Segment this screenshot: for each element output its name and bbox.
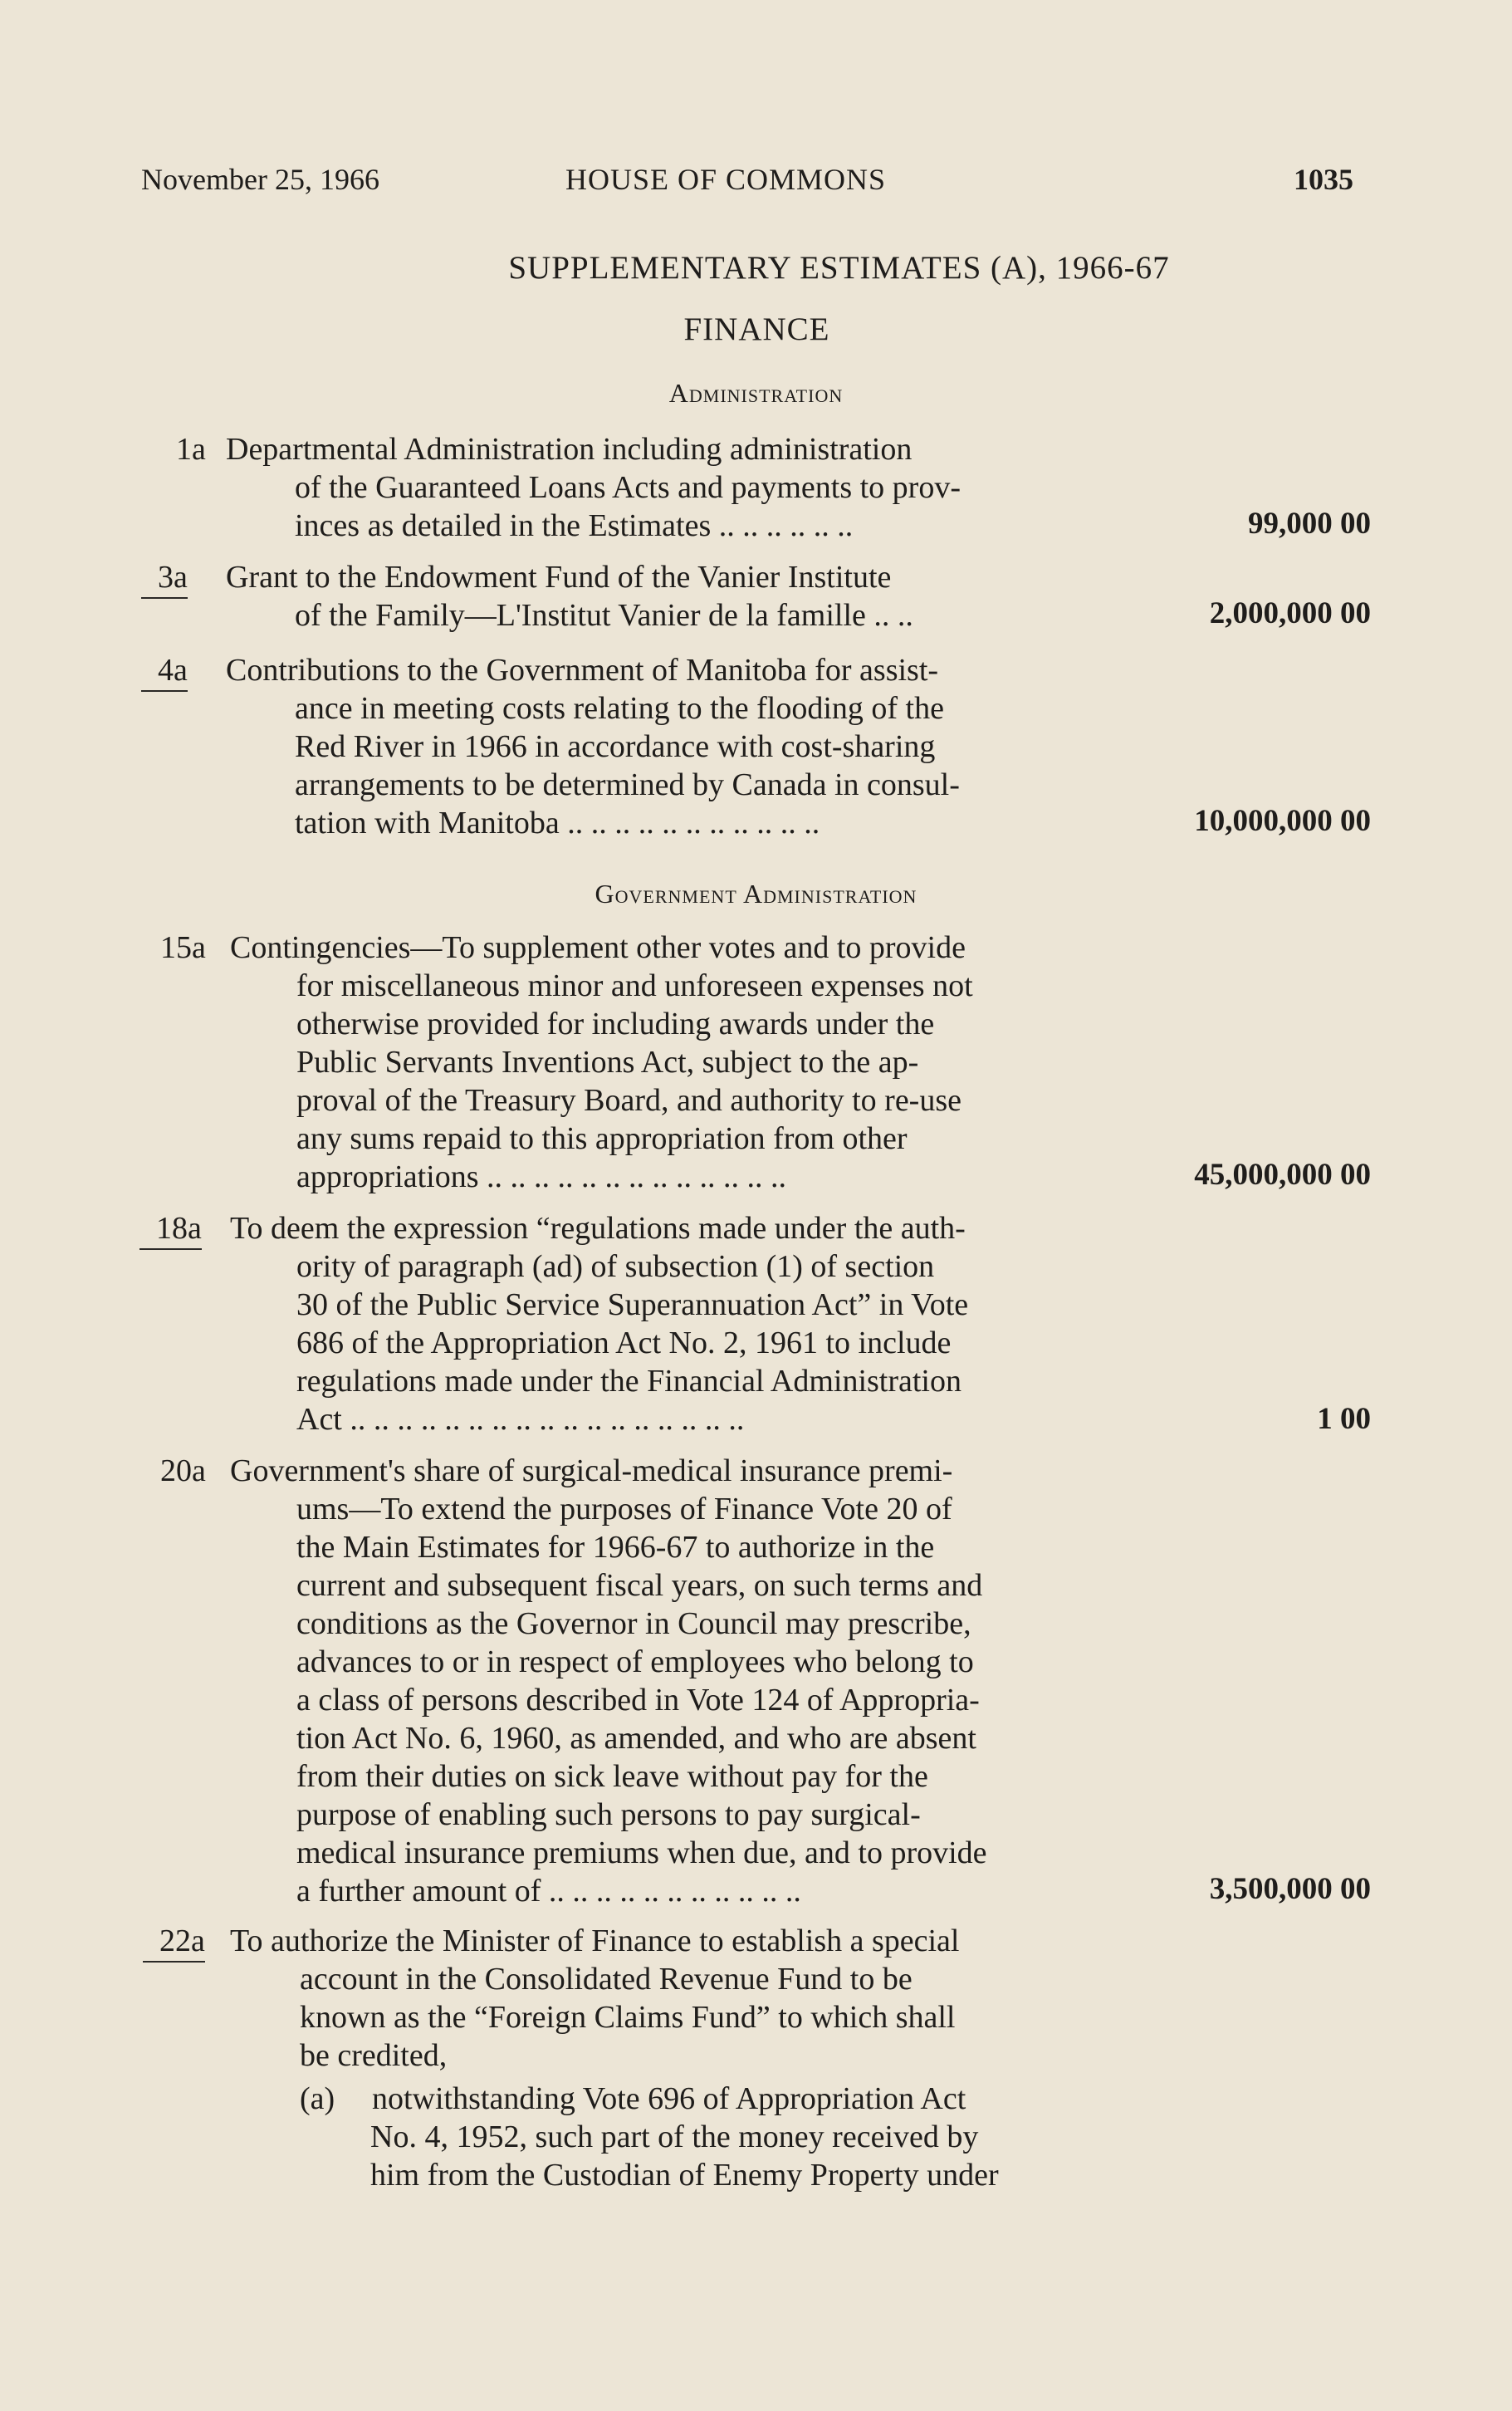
estimates-heading: SUPPLEMENTARY ESTIMATES (A), 1966-67 xyxy=(508,250,1170,286)
vote-amount: 3,500,000 00 xyxy=(1209,1872,1371,1906)
vote-amount: 1 00 xyxy=(1317,1402,1371,1436)
vote-description-cont: for miscellaneous minor and unforeseen expenses not otherwise provided for including awards under the Public Servants Inventions Act, subject to the ap- proval of the Treasury Board, and authority to re-use any sums repaid to this appropriation from other appropriations .. .. .. .. .. .. .. .. .. .. .. .. .. xyxy=(296,968,973,1194)
vote-description: To authorize the Minister of Finance to establish a special xyxy=(230,1923,960,1958)
vote-description: Contingencies—To supplement other votes and to provide xyxy=(230,930,966,965)
vote-description-cont: ority of paragraph (ad) of subsection (1) of section 30 of the Public Service Superannuation Act” in Vote 686 of the Appropriation Act No. 2, 1961 to include regulations made under the Financial Administration Act .. .. .. .. .. .. .. .. .. .. .. .. .. .. .. .. .. xyxy=(296,1249,969,1437)
page-number: 1035 xyxy=(1294,163,1353,196)
vote-number: 1a xyxy=(176,432,206,467)
header-title: HOUSE OF COMMONS xyxy=(565,163,887,196)
vote-number: 3a xyxy=(141,558,188,599)
vote-description: Grant to the Endowment Fund of the Vanier Institute xyxy=(226,560,892,595)
vote-description: Departmental Administration including administration xyxy=(226,432,913,467)
vote-description-cont: ums—To extend the purposes of Finance Vote 20 of the Main Estimates for 1966-67 to authorize in the current and subsequent fiscal years, on such terms and conditions as the Governor in Council may prescribe, advances to or in respect of employees who belong to a class of persons described in Vote 124 of Appropria- tion Act No. 6, 1960, as amended, and who are absent from their duties on sick leave without pay for the purpose of enabling such persons to pay surgical- medical insurance premiums when due, and to provide a further amount of .. .. .. .. .. .. .. .. .. .. .. xyxy=(296,1492,987,1909)
vote-description-cont: ance in meeting costs relating to the flooding of the Red River in 1966 in accordance with cost-sharing arrangements to be determined by Canada in consul- tation with Manitoba .. .. .. .. .. .. .. .. .. .. .. xyxy=(295,691,960,840)
vote-number: 18a xyxy=(139,1209,202,1250)
vote-number: 15a xyxy=(160,930,206,965)
vote-number: 22a xyxy=(143,1922,205,1963)
vote-description-cont: account in the Consolidated Revenue Fund to be known as the “Foreign Claims Fund” to which shall be credited, xyxy=(300,1962,956,2073)
vote-amount: 45,000,000 00 xyxy=(1194,1158,1371,1192)
vote-description: Contributions to the Government of Manitoba for assist- xyxy=(226,653,939,688)
vote-number: 20a xyxy=(160,1453,206,1488)
vote-description: To deem the expression “regulations made under the auth- xyxy=(230,1211,966,1246)
subclause-text: notwithstanding Vote 696 of Appropriation Act xyxy=(372,2081,966,2116)
vote-amount: 10,000,000 00 xyxy=(1194,804,1371,838)
subclause-text-cont: No. 4, 1952, such part of the money received by him from the Custodian of Enemy Property under xyxy=(370,2119,999,2193)
section-heading-administration: Administration xyxy=(668,378,844,408)
header-date: November 25, 1966 xyxy=(141,163,379,196)
vote-amount: 99,000 00 xyxy=(1248,507,1371,541)
vote-description: Government's share of surgical-medical insurance premi- xyxy=(230,1453,953,1488)
vote-number: 4a xyxy=(141,651,188,692)
subclause-label: (a) xyxy=(300,2081,335,2116)
section-heading-government-administration: Government Administration xyxy=(595,879,917,909)
department-heading: FINANCE xyxy=(683,311,830,347)
vote-description-cont: of the Guaranteed Loans Acts and payments to prov- inces as detailed in the Estimates .. .. .. .. .. .. xyxy=(295,470,961,543)
vote-description-cont: of the Family—L'Institut Vanier de la famille .. .. xyxy=(295,598,913,633)
vote-amount: 2,000,000 00 xyxy=(1209,596,1371,630)
